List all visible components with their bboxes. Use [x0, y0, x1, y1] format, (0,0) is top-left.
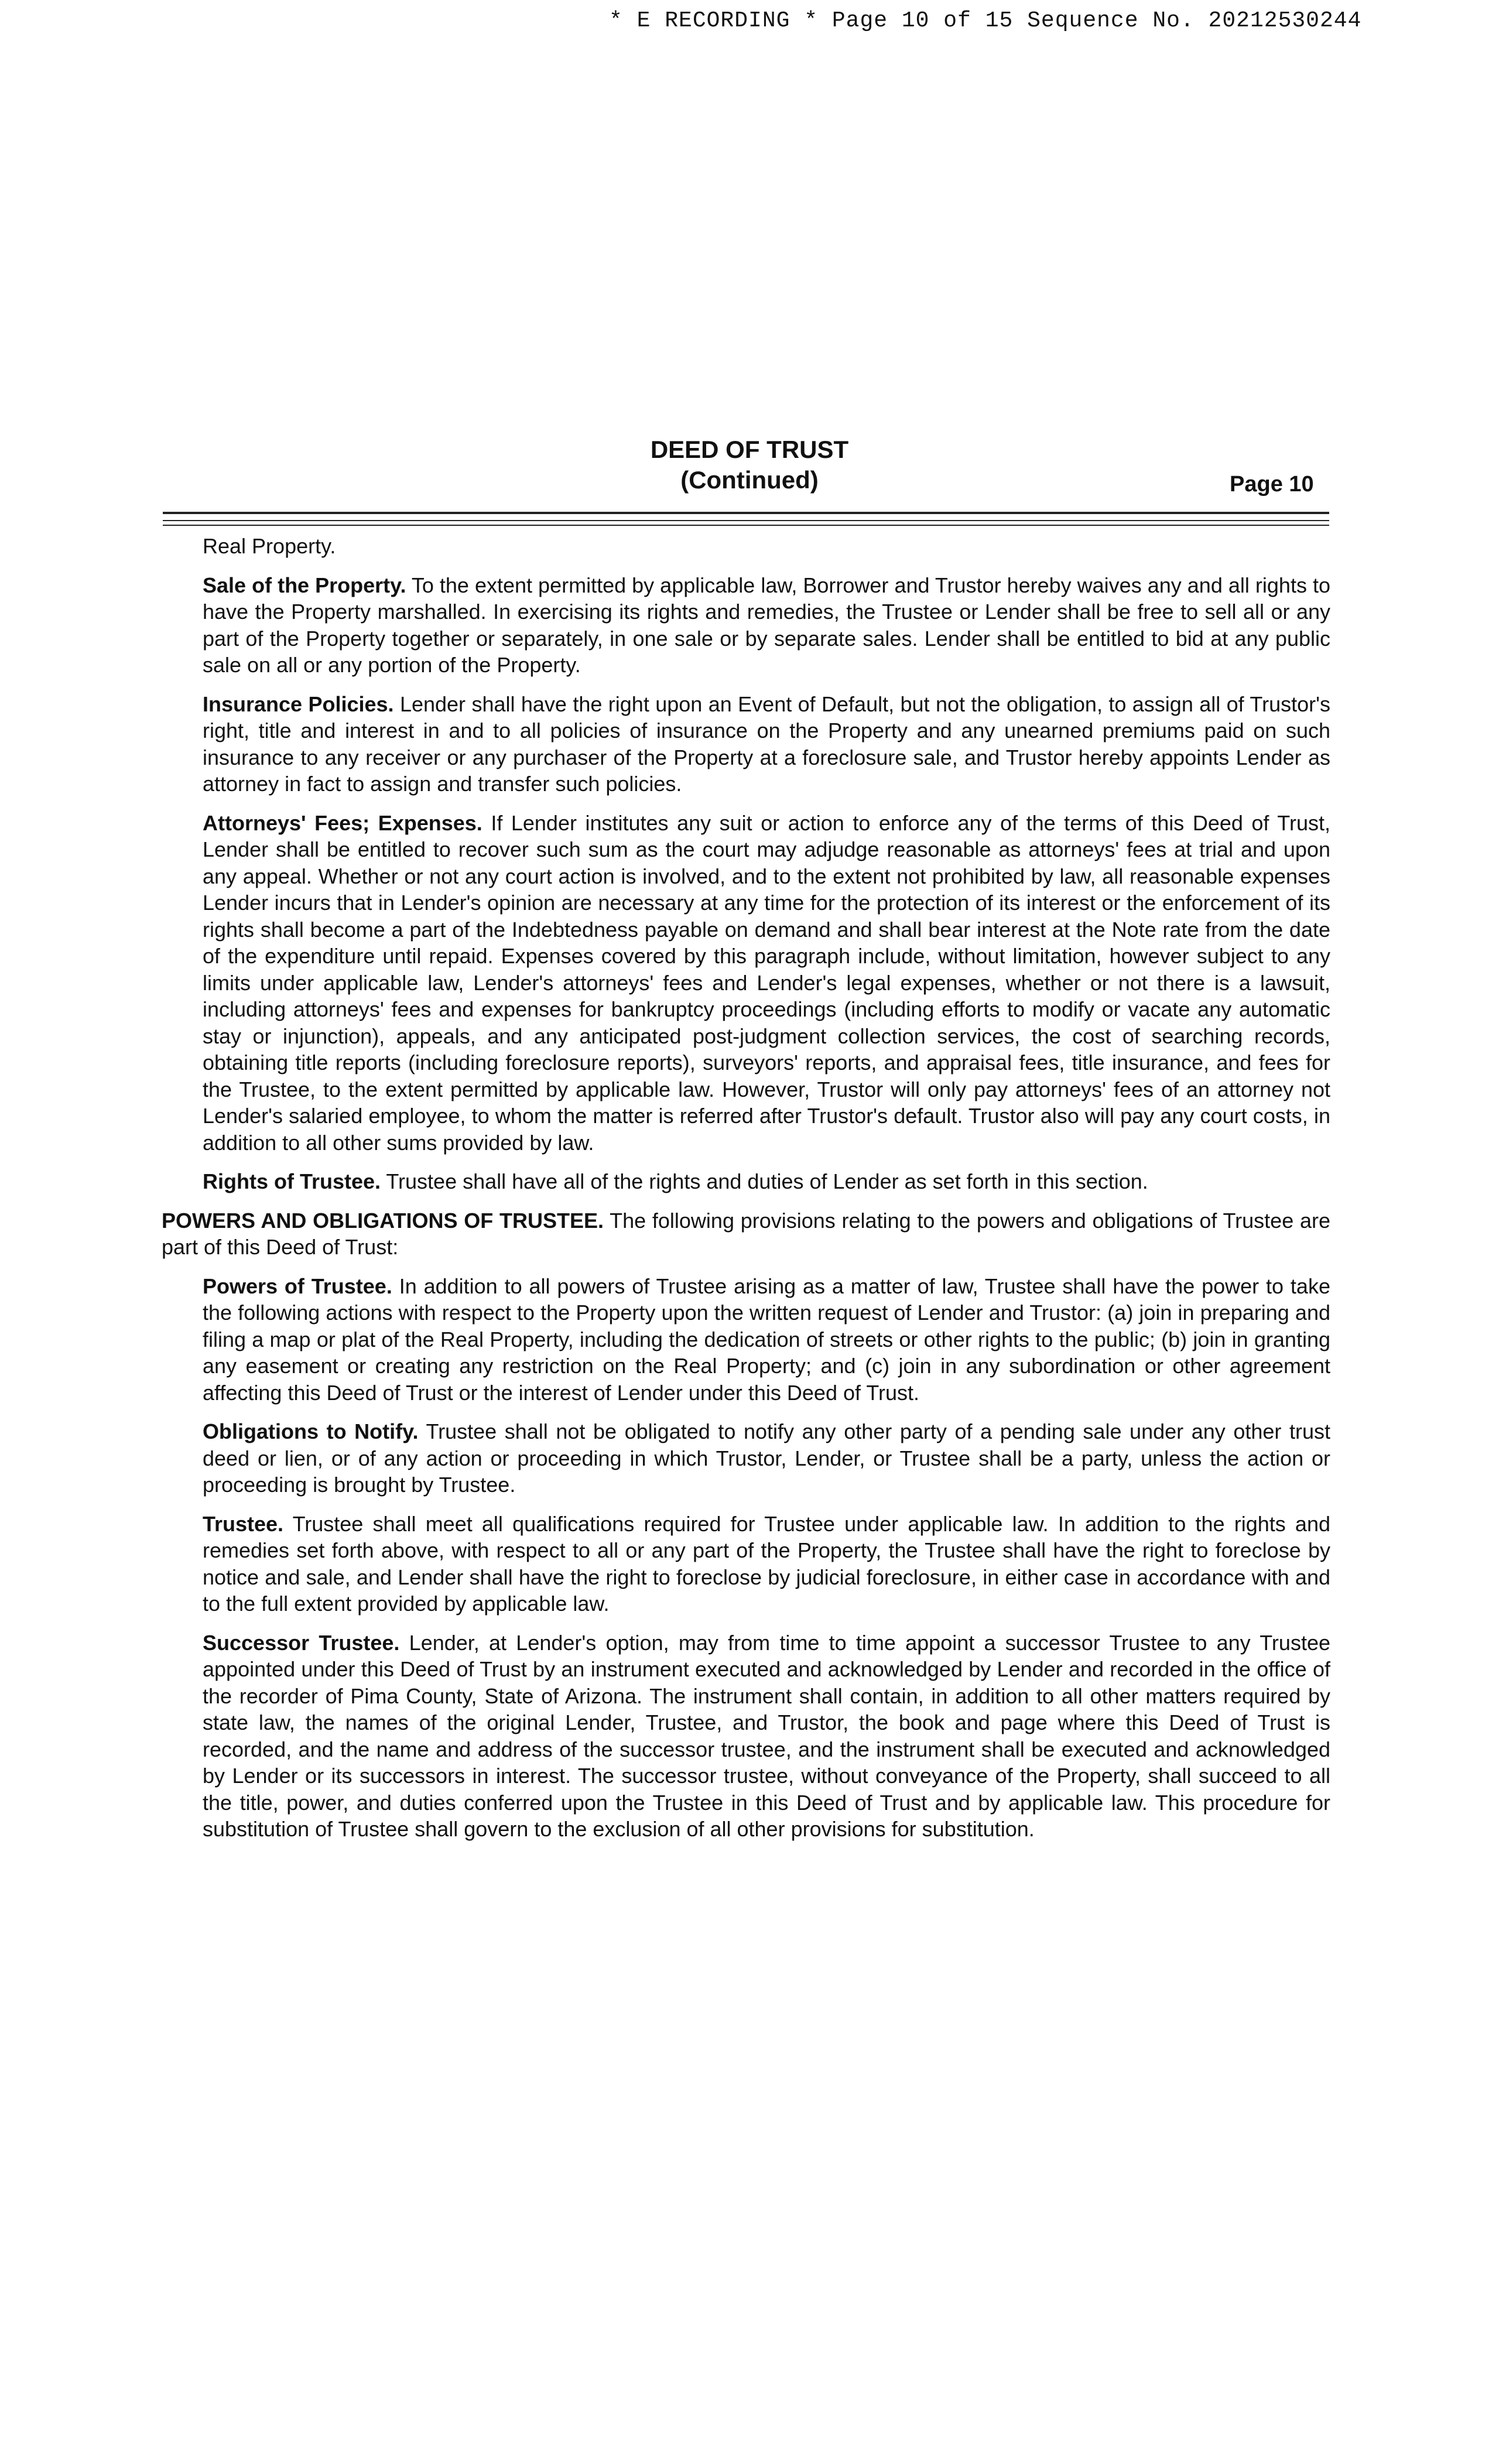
header-divider	[163, 520, 1329, 521]
section-text: Trustee shall not be obligated to notify any other party of a pending sale under any other trust deed or lien, or of any action or proceeding in which Trustor, Lender, or Trustee shall be a party, unless the action or proceeding is brought by Trustee.	[203, 1419, 1331, 1497]
section-text: Lender, at Lender's option, may from time to time appoint a successor Trustee to any Trustee appointed under this Deed of Trust by an instrument executed and acknowledged by Lender and recorded in the office of the recorder of Pima County, State of Arizona. The instrument shall contain, in addition to all other matters required by state law, the names of the original Lender, Trustee, and Trustor, the book and page where this Deed of Trust is recorded, and the name and address of the successor trustee, and the instrument shall be executed and acknowledged by Lender or its successors in interest. The successor trustee, without conveyance of the Property, shall succeed to all the title, power, and duties conferred upon the Trustee in this Deed of Trust and by applicable law. This procedure for substitution of Trustee shall govern to the exclusion of all other provisions for substitution.	[203, 1630, 1330, 1841]
section-text: If Lender institutes any suit or action to enforce any of the terms of this Deed of Trust, Lender shall be entitled to recover such sum as the court may adjudge reasonable as attorneys' fees at trial and upon any appeal. Whether or not any court action is involved, and to the extent not prohibited by law, all reasonable expenses Lender incurs that in Lender's opinion are necessary at any time for the protection of its interest or the enforcement of its rights shall become a part of the Indebtedness payable on demand and shall bear interest at the Note rate from the date of the expenditure until repaid. Expenses covered by this paragraph include, without limitation, however subject to any limits under applicable law, Lender's attorneys' fees and Lender's legal expenses, whether or not there is a lawsuit, including attorneys' fees and expenses for bankruptcy proceedings (including efforts to modify or vacate any automatic stay or injunction), appeals, and any anticipated post-judgment collection services, the cost of searching records, obtaining title reports (including foreclosure reports), surveyors' reports, and appraisal fees, title insurance, and fees for the Trustee, to the extent permitted by applicable law. However, Trustor will only pay attorneys' fees of an attorney not Lender's salaried employee, to whom the matter is referred after Trustor's default. Trustor also will pay any court costs, in addition to all other sums provided by law.	[203, 810, 1330, 1155]
document-title: DEED OF TRUST	[650, 436, 849, 463]
section-powers-of-trustee	[203, 1273, 1330, 1406]
section-insurance-policies	[203, 691, 1330, 798]
section-heading: POWERS AND OBLIGATIONS OF TRUSTEE.	[162, 1208, 604, 1233]
section-text: Trustee shall have all of the rights and duties of Lender as set forth in this section.	[386, 1169, 1148, 1193]
section-text: The following provisions relating to the powers and obligations of Trustee are part of this Deed of Trust:	[162, 1208, 1331, 1259]
recording-header: * E RECORDING * Page 10 of 15 Sequence No. 20212530244	[609, 8, 1362, 33]
section-heading: Rights of Trustee.	[203, 1169, 381, 1193]
document-title-block	[586, 434, 913, 495]
section-heading: Successor Trustee.	[203, 1630, 400, 1655]
section-text: Lender shall have the right upon an Event of Default, but not the obligation, to assign all of Trustor's right, title and interest in and to all policies of insurance on the Property and any unearned premiums paid on such insurance to any receiver or any purchaser of the Property at a foreclosure sale, and Trustor hereby appoints Lender as attorney in fact to assign and transfer such policies.	[203, 692, 1330, 796]
section-heading: Obligations to Notify.	[203, 1419, 419, 1443]
section-rights-of-trustee	[203, 1168, 1330, 1195]
section-text: To the extent permitted by applicable law, Borrower and Trustor hereby waives any and all rights to have the Property marshalled. In exercising its rights and remedies, the Trustee or Lender shall be free to sell all or any part of the Property together or separately, in one sale or by separate sales. Lender shall be entitled to bid at any public sale on all or any portion of the Property.	[203, 573, 1330, 677]
section-text: Trustee shall meet all qualifications required for Trustee under applicable law. In addition to the rights and remedies set forth above, with respect to all or any part of the Property, the Trustee shall have the right to foreclose by notice and sale, and Lender shall have the right to foreclose by judicial foreclosure, in either case in accordance with and to the full extent provided by applicable law.	[203, 1511, 1330, 1616]
section-heading: Insurance Policies.	[203, 692, 394, 716]
section-successor-trustee	[203, 1630, 1330, 1843]
section-heading: Powers of Trustee.	[203, 1274, 392, 1298]
section-attorneys-fees	[203, 810, 1330, 1156]
section-heading: Attorneys' Fees; Expenses.	[203, 810, 482, 835]
header-divider	[163, 525, 1329, 526]
section-sale-of-property	[203, 572, 1330, 679]
document-body	[162, 533, 1330, 1855]
header-divider	[163, 512, 1329, 514]
page-number: Page 10	[1230, 472, 1314, 497]
section-text: In addition to all powers of Trustee arising as a matter of law, Trustee shall have the power to take the following actions with respect to the Property upon the written request of Lender and Trustor: (a) join in preparing and filing a map or plat of the Real Property, including the dedication of streets or other rights to the public; (b) join in granting any easement or creating any restriction on the Real Property; and (c) join in any subordination or other agreement affecting this Deed of Trust or the interest of Lender under this Deed of Trust.	[203, 1274, 1330, 1405]
section-trustee	[203, 1511, 1330, 1617]
section-powers-and-obligations	[162, 1207, 1330, 1261]
document-subtitle: (Continued)	[680, 466, 819, 494]
section-obligations-to-notify	[203, 1418, 1330, 1498]
section-heading: Trustee.	[203, 1511, 284, 1536]
section-heading: Sale of the Property.	[203, 573, 406, 597]
continued-fragment: Real Property.	[203, 534, 336, 558]
